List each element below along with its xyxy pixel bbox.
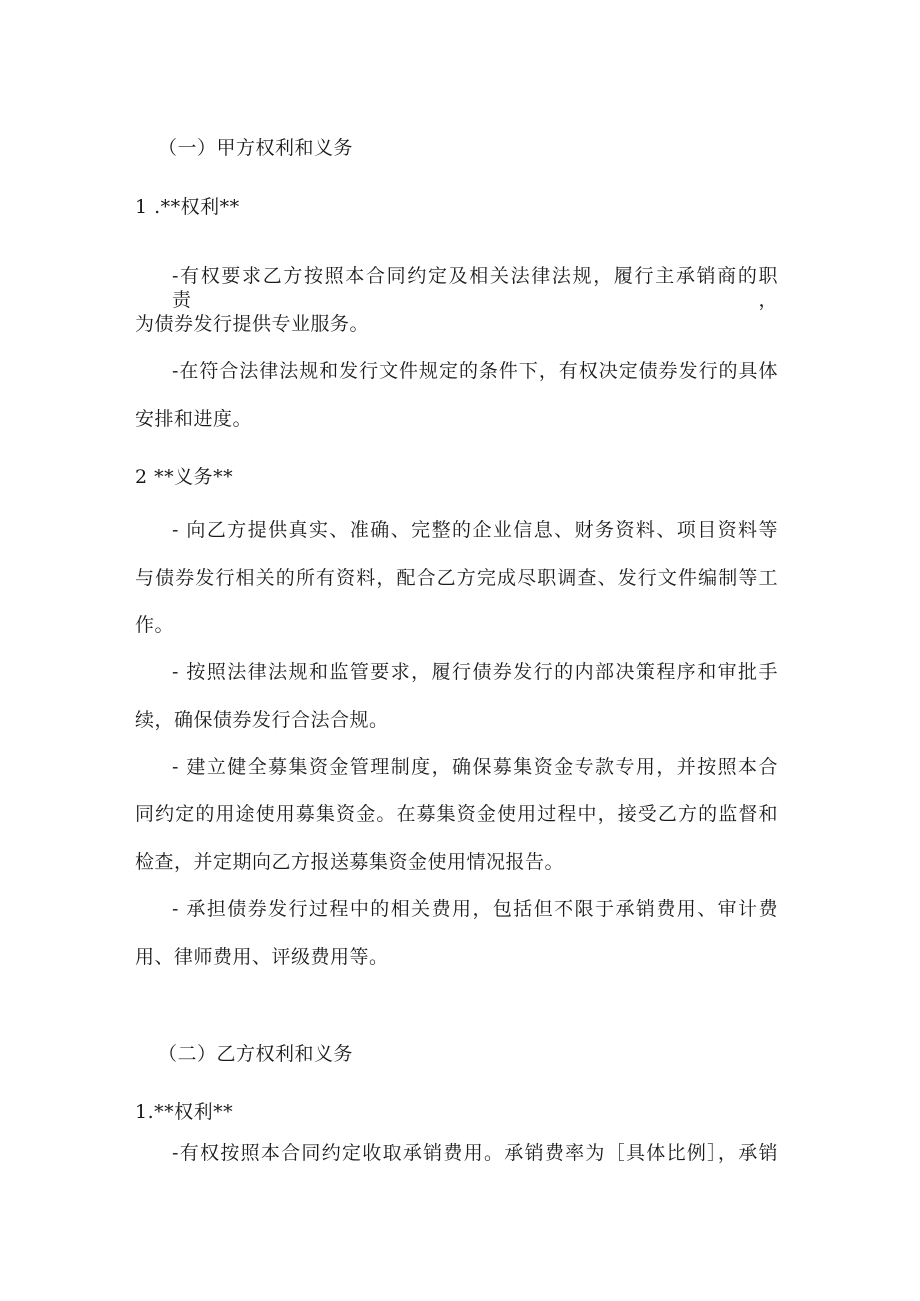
party-a-obligation-3-line-3: 检查，并定期向乙方报送募集资金使用情况报告。 — [135, 851, 565, 873]
party-a-obligation-4-line-2: 用、律师费用、评级费用等。 — [135, 946, 389, 968]
section-title-party-b: （二）乙方权利和义务 — [158, 1043, 354, 1065]
party-a-right-1-line-1: -有权要求乙方按照本合同约定及相关法律法规，履行主承销商的职责， — [172, 265, 778, 311]
heading-party-a-rights: 1 .**权利** — [135, 196, 240, 218]
party-a-right-2-line-1: -在符合法律法规和发行文件规定的条件下，有权决定债券发行的具体 — [172, 360, 778, 382]
party-a-obligation-4-line-1: - 承担债券发行过程中的相关费用，包括但不限于承销费用、审计费 — [172, 898, 778, 920]
heading-party-a-obligations: 2 **义务** — [135, 466, 234, 488]
party-b-right-1-line-1: -有权按照本合同约定收取承销费用。承销费率为［具体比例］，承销 — [172, 1142, 778, 1164]
section-title-party-a: （一）甲方权利和义务 — [158, 137, 354, 159]
party-a-obligation-1-line-3: 作。 — [135, 614, 175, 636]
party-a-obligation-2-line-1: - 按照法律法规和监管要求，履行债券发行的内部决策程序和审批手 — [172, 661, 778, 683]
party-a-obligation-2-line-2: 续，确保债券发行合法合规。 — [135, 709, 389, 731]
party-a-right-1-line-2: 为债券发行提供专业服务。 — [135, 313, 370, 335]
party-a-obligation-1-line-1: - 向乙方提供真实、准确、完整的企业信息、财务资料、项目资料等 — [172, 519, 778, 541]
party-a-obligation-3-line-1: - 建立健全募集资金管理制度，确保募集资金专款专用，并按照本合 — [172, 756, 778, 778]
party-a-obligation-3-line-2: 同约定的用途使用募集资金。在募集资金使用过程中，接受乙方的监督和 — [135, 803, 778, 825]
party-a-right-2-line-2: 安排和进度。 — [135, 408, 253, 430]
party-a-obligation-1-line-2: 与债券发行相关的所有资料，配合乙方完成尽职调查、发行文件编制等工 — [135, 567, 778, 589]
heading-party-b-rights: 1.**权利** — [135, 1101, 234, 1123]
